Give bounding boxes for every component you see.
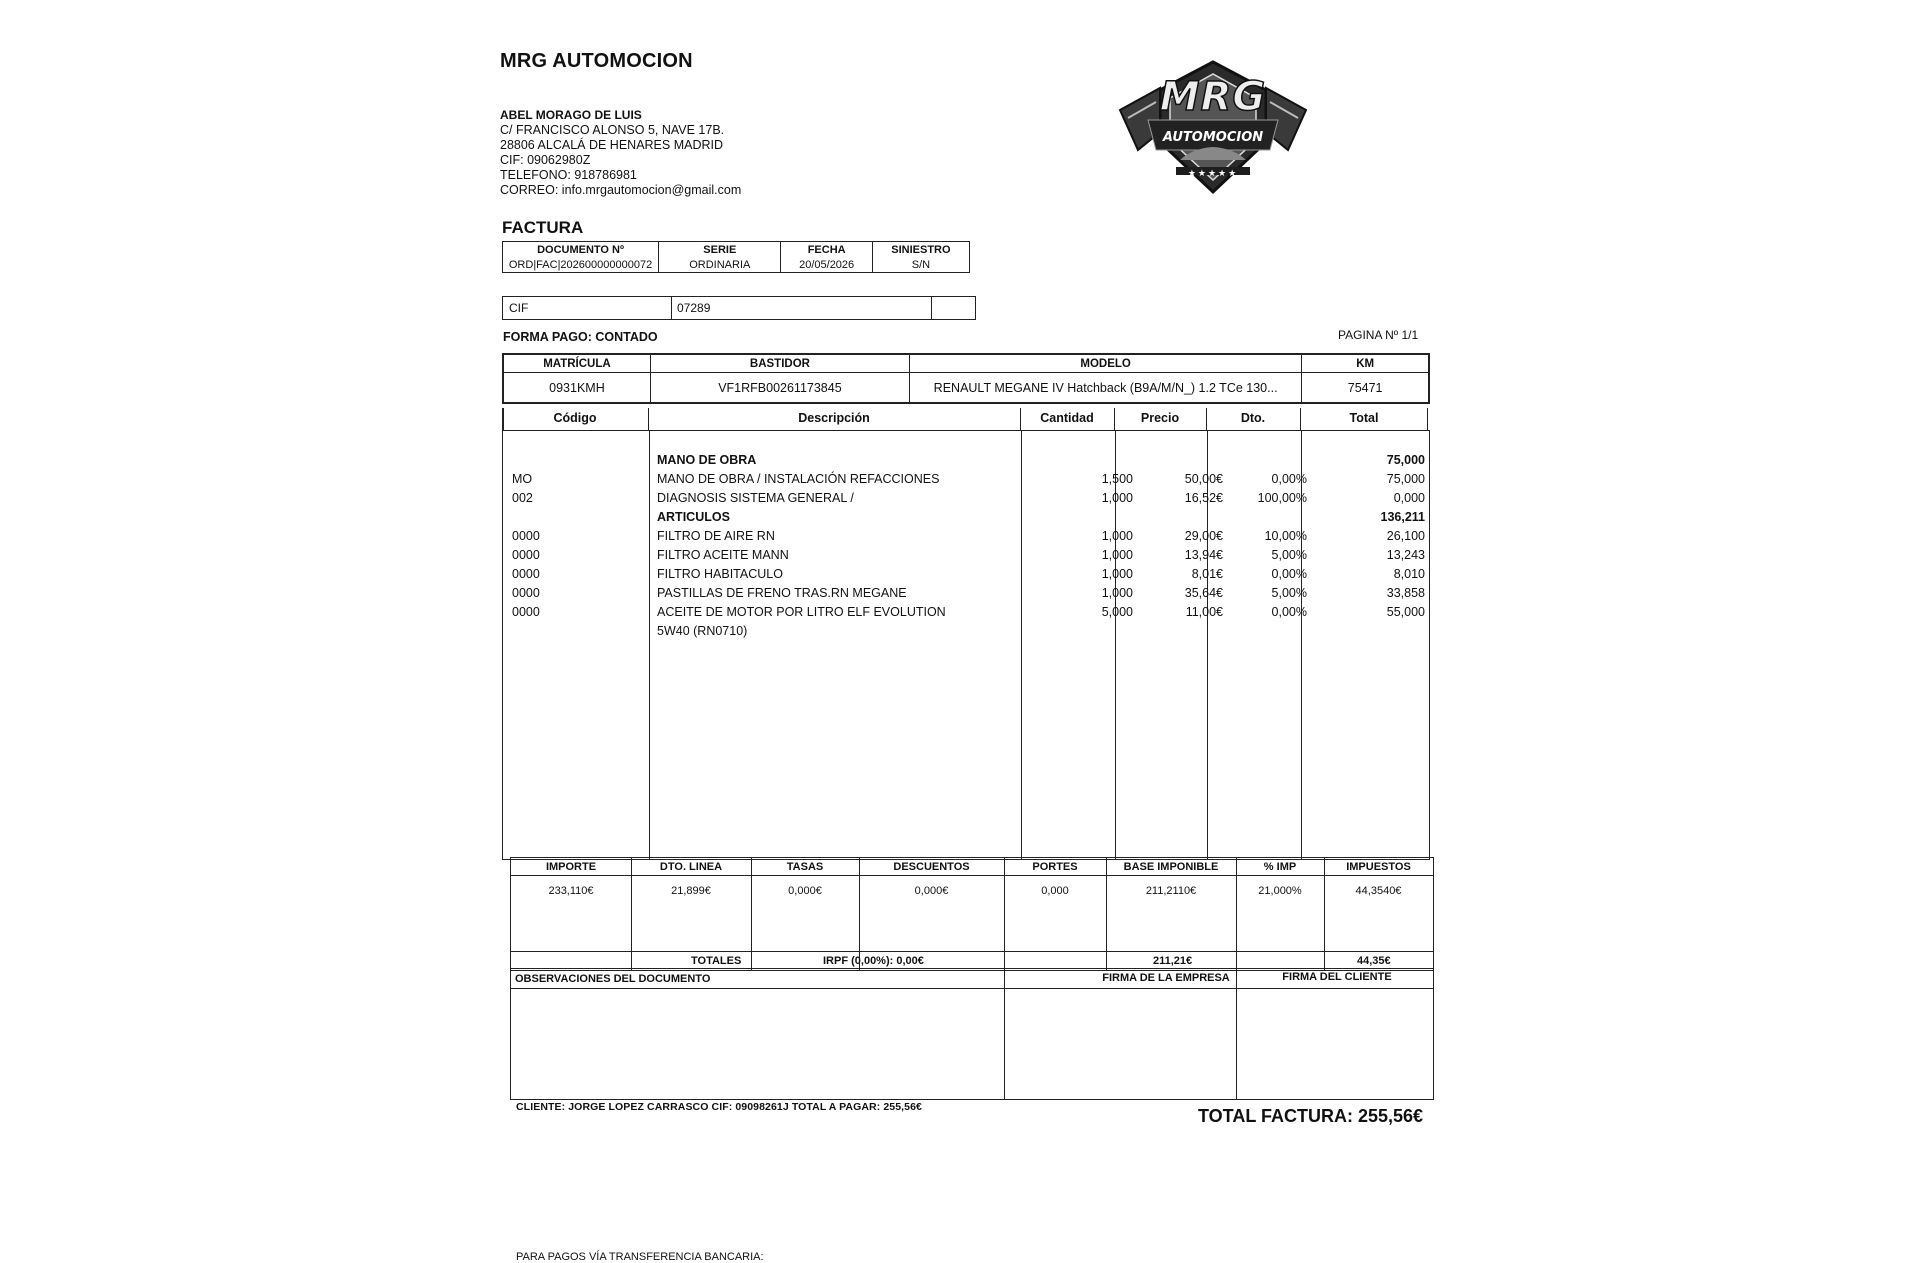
vin-value: VF1RFB00261173845 bbox=[650, 373, 909, 403]
observations-label: OBSERVACIONES DEL DOCUMENTO bbox=[515, 973, 711, 985]
item-discount: 0,00% bbox=[1271, 605, 1307, 619]
descuentos-value: 0,000€ bbox=[914, 885, 949, 897]
document-title: FACTURA bbox=[502, 218, 584, 237]
vehicle-info bbox=[502, 353, 1430, 404]
base-imponible-header: BASE IMPONIBLE bbox=[1123, 861, 1219, 873]
company-signature-label: FIRMA DE LA EMPRESA bbox=[1102, 972, 1230, 984]
item-code: MO bbox=[512, 472, 533, 486]
vehicle-table bbox=[503, 354, 1429, 403]
item-price: 35,64€ bbox=[1184, 586, 1223, 600]
items-list bbox=[502, 430, 1430, 860]
divider bbox=[1020, 408, 1021, 430]
item-quantity: 1,500 bbox=[1101, 472, 1133, 486]
item-code: 0000 bbox=[512, 586, 540, 600]
price-header: Precio bbox=[1140, 411, 1180, 425]
section-row bbox=[503, 453, 1429, 469]
item-description: FILTRO HABITACULO bbox=[657, 567, 783, 581]
item-quantity: 1,000 bbox=[1101, 491, 1133, 505]
item-total: 75,000 bbox=[1386, 472, 1425, 486]
item-description: FILTRO ACEITE MANN bbox=[657, 548, 789, 562]
page-number: PAGINA Nº 1/1 bbox=[1338, 328, 1419, 342]
item-quantity: 1,000 bbox=[1101, 548, 1133, 562]
portes-value: 0,000 bbox=[1041, 885, 1069, 897]
plate-value: 0931KMH bbox=[504, 373, 651, 403]
doc-date-header: FECHA bbox=[781, 242, 872, 258]
doc-number-header: DOCUMENTO Nº bbox=[503, 242, 659, 258]
divider bbox=[511, 951, 1433, 952]
discount-header: Dto. bbox=[1240, 411, 1266, 425]
table-row bbox=[503, 567, 1429, 583]
observations-box bbox=[510, 968, 1434, 1100]
table-row bbox=[503, 624, 1429, 640]
item-price: 11,00€ bbox=[1185, 605, 1223, 619]
item-total: 55,000 bbox=[1386, 605, 1425, 619]
divider bbox=[502, 408, 504, 430]
divider bbox=[1114, 408, 1115, 430]
tasas-value: 0,000€ bbox=[788, 885, 822, 897]
divider bbox=[1236, 969, 1237, 1099]
importe-header: IMPORTE bbox=[545, 861, 597, 873]
totals-box bbox=[510, 857, 1434, 971]
description-header: Descripción bbox=[798, 411, 870, 425]
company-cif: CIF: 09062980Z bbox=[500, 153, 591, 167]
model-header: MODELO bbox=[909, 355, 1301, 373]
item-discount: 10,00% bbox=[1264, 529, 1307, 543]
impuestos-value: 44,3540€ bbox=[1355, 885, 1402, 897]
imp-percent-header: % IMP bbox=[1263, 861, 1297, 873]
item-discount: 0,00% bbox=[1271, 472, 1307, 486]
item-total: 136,211 bbox=[1380, 510, 1425, 524]
item-total: 0,000 bbox=[1393, 491, 1425, 505]
divider bbox=[511, 875, 1433, 876]
company-logo bbox=[1108, 50, 1318, 198]
item-quantity: 1,000 bbox=[1101, 529, 1133, 543]
item-price: 8,01€ bbox=[1191, 567, 1223, 581]
item-discount: 5,00% bbox=[1271, 548, 1307, 562]
item-price: 16,52€ bbox=[1184, 491, 1223, 505]
company-phone: TELEFONO: 918786981 bbox=[500, 168, 637, 182]
document-info-table bbox=[502, 241, 970, 273]
divider bbox=[511, 988, 1433, 989]
total-header: Total bbox=[1349, 411, 1379, 425]
item-code: 0000 bbox=[512, 548, 540, 562]
doc-date-value: 20/05/2026 bbox=[781, 257, 872, 273]
company-details bbox=[500, 108, 741, 198]
impuestos-header: IMPUESTOS bbox=[1346, 861, 1411, 873]
doc-claim-value: S/N bbox=[872, 257, 969, 273]
company-owner: ABEL MORAGO DE LUIS bbox=[500, 108, 642, 122]
customer-cif-label: CIF bbox=[509, 301, 529, 315]
logo-text-mrg: MRG bbox=[1159, 74, 1267, 120]
plate-header: MATRÍCULA bbox=[504, 355, 651, 373]
doc-claim-header: SINIESTRO bbox=[872, 242, 969, 258]
item-total: 33,858 bbox=[1386, 586, 1425, 600]
logo-stars: ★★★★★ bbox=[1187, 168, 1239, 178]
item-quantity: 1,000 bbox=[1101, 567, 1133, 581]
totales-label: TOTALES bbox=[691, 955, 742, 967]
divider bbox=[1206, 408, 1207, 430]
item-description: PASTILLAS DE FRENO TRAS.RN MEGANE bbox=[657, 586, 907, 600]
item-description: 5W40 (RN0710) bbox=[657, 624, 748, 638]
section-row bbox=[503, 510, 1429, 526]
base-imponible-value: 211,2110€ bbox=[1145, 885, 1197, 897]
item-total: 13,243 bbox=[1386, 548, 1425, 562]
divider bbox=[1300, 408, 1301, 430]
model-value: RENAULT MEGANE IV Hatchback (B9A/M/N_) 1.2 TCe 130... bbox=[909, 373, 1301, 403]
doc-series-header: SERIE bbox=[659, 242, 781, 258]
item-discount: 100,00% bbox=[1257, 491, 1307, 505]
company-name: MRG AUTOMOCION bbox=[500, 50, 693, 72]
vin-header: BASTIDOR bbox=[650, 355, 909, 373]
doc-number-value: ORD|FAC|202600000000072 bbox=[503, 257, 659, 273]
transfer-note: PARA PAGOS VÍA TRANSFERENCIA BANCARIA: bbox=[516, 1251, 764, 1263]
table-row bbox=[503, 605, 1429, 621]
table-row bbox=[503, 472, 1429, 488]
item-description: MANO DE OBRA / INSTALACIÓN REFACCIONES bbox=[657, 472, 940, 486]
doc-series-value: ORDINARIA bbox=[659, 257, 781, 273]
item-description: ARTICULOS bbox=[657, 510, 730, 524]
portes-header: PORTES bbox=[1032, 861, 1078, 873]
item-price: 29,00€ bbox=[1184, 529, 1223, 543]
km-header: KM bbox=[1302, 355, 1429, 373]
divider bbox=[671, 297, 672, 319]
company-address-line1: C/ FRANCISCO ALONSO 5, NAVE 17B. bbox=[500, 123, 725, 137]
item-description: FILTRO DE AIRE RN bbox=[657, 529, 775, 543]
item-discount: 0,00% bbox=[1271, 567, 1307, 581]
client-signature-label: FIRMA DEL CLIENTE bbox=[1282, 971, 1392, 983]
descuentos-header: DESCUENTOS bbox=[893, 861, 970, 873]
items-header bbox=[502, 408, 1428, 430]
code-header: Código bbox=[553, 411, 597, 425]
item-code: 0000 bbox=[512, 529, 540, 543]
item-quantity: 1,000 bbox=[1101, 586, 1133, 600]
invoice-total: TOTAL FACTURA: 255,56€ bbox=[1198, 1106, 1424, 1126]
item-total: 75,000 bbox=[1386, 453, 1425, 467]
table-row bbox=[503, 586, 1429, 602]
customer-cif-box bbox=[502, 296, 976, 320]
km-value: 75471 bbox=[1302, 373, 1429, 403]
item-code: 002 bbox=[512, 491, 533, 505]
tax-total: 44,35€ bbox=[1357, 955, 1391, 967]
table-row bbox=[503, 529, 1429, 545]
dto-linea-header: DTO. LINEA bbox=[659, 861, 723, 873]
divider bbox=[931, 297, 932, 319]
client-summary: CLIENTE: JORGE LOPEZ CARRASCO CIF: 09098261J TOTAL A PAGAR: 255,56€ bbox=[516, 1101, 922, 1113]
divider bbox=[1004, 969, 1005, 1099]
item-discount: 5,00% bbox=[1271, 586, 1307, 600]
item-price: 50,00€ bbox=[1184, 472, 1223, 486]
irpf-value: IRPF (0,00%): 0,00€ bbox=[823, 955, 924, 967]
item-price: 13,94€ bbox=[1184, 548, 1223, 562]
item-code: 0000 bbox=[512, 567, 540, 581]
divider bbox=[648, 408, 649, 430]
logo-text-automocion: AUTOMOCION bbox=[1162, 130, 1264, 145]
divider bbox=[1427, 408, 1429, 430]
payment-method: FORMA PAGO: CONTADO bbox=[503, 330, 658, 344]
item-description: DIAGNOSIS SISTEMA GENERAL / bbox=[657, 491, 854, 505]
item-code: 0000 bbox=[512, 605, 540, 619]
base-total: 211,21€ bbox=[1153, 955, 1193, 967]
item-description: MANO DE OBRA bbox=[657, 453, 757, 467]
table-row bbox=[503, 548, 1429, 564]
tasas-header: TASAS bbox=[786, 861, 824, 873]
company-email: CORREO: info.mrgautomocion@gmail.com bbox=[500, 183, 742, 197]
dto-linea-value: 21,899€ bbox=[671, 885, 711, 897]
table-row bbox=[503, 491, 1429, 507]
item-total: 8,010 bbox=[1393, 567, 1425, 581]
company-address-line2: 28806 ALCALÁ DE HENARES MADRID bbox=[500, 138, 724, 152]
importe-value: 233,110€ bbox=[548, 885, 594, 897]
item-description: ACEITE DE MOTOR POR LITRO ELF EVOLUTION bbox=[657, 605, 946, 619]
quantity-header: Cantidad bbox=[1040, 411, 1094, 425]
item-total: 26,100 bbox=[1386, 529, 1425, 543]
customer-cif-value: 07289 bbox=[677, 301, 711, 315]
item-quantity: 5,000 bbox=[1101, 605, 1133, 619]
imp-percent-value: 21,000% bbox=[1258, 885, 1302, 897]
